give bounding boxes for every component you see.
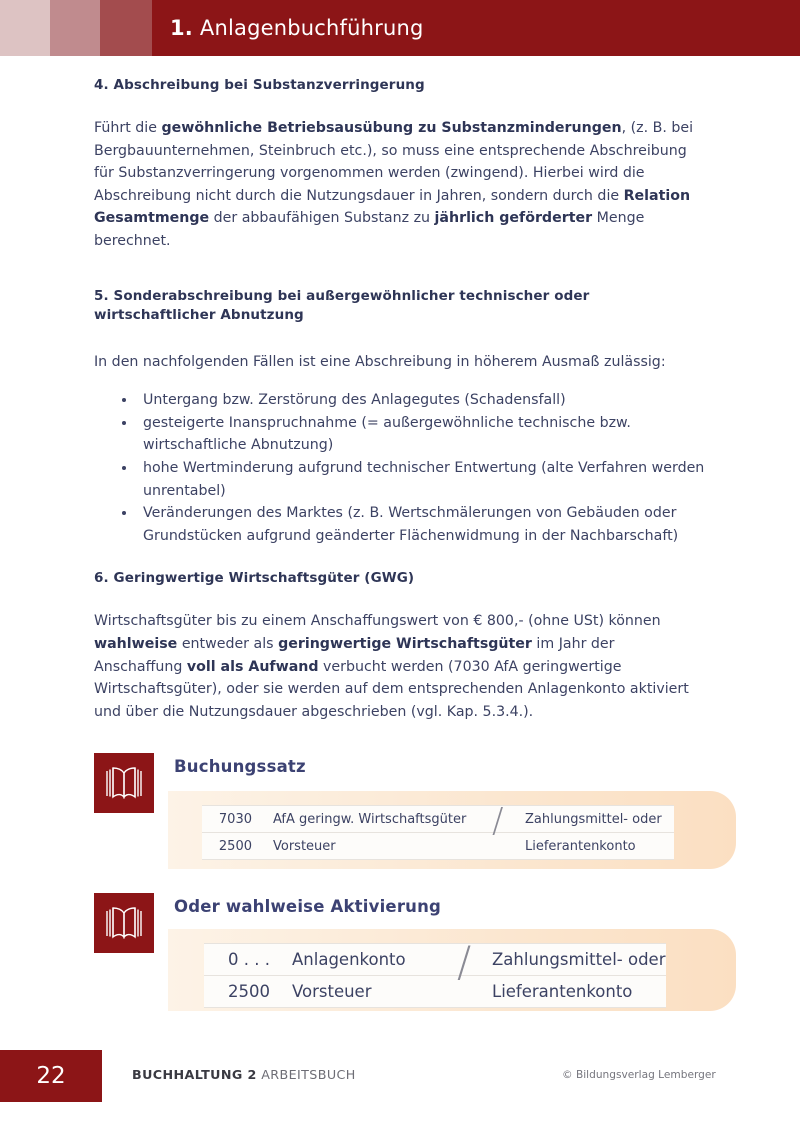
- header-title-band: [152, 0, 800, 56]
- booking-block-aktivierung: [94, 893, 706, 1023]
- bullet-icon: [122, 511, 126, 515]
- account-number: 2500: [218, 838, 252, 854]
- s4-text-a: Führt die: [94, 120, 162, 136]
- header-accent-bar-1: [0, 0, 50, 56]
- page-number-badge: 22: [0, 1050, 102, 1102]
- section-6-paragraph: [94, 610, 706, 723]
- list-item-label: Veränderungen des Marktes (z. B. Wertschmälerungen von Gebäuden oder Grundstücken aufgrund geänderter Flächenwidmung in der Nachbarschaft): [143, 505, 679, 544]
- table-row: [202, 833, 674, 860]
- credit-side: [454, 982, 666, 1001]
- s6-text-c: entweder als: [177, 635, 279, 652]
- footer-copyright: © Bildungsverlag Lemberger: [562, 1069, 716, 1081]
- table-row: [202, 805, 674, 833]
- list-item-label: hohe Wertminderung aufgrund technischer Entwertung (alte Verfahren werden unrentabel): [143, 459, 705, 499]
- list-item: [94, 412, 706, 457]
- page-header: [0, 0, 800, 56]
- account-name: AfA geringw. Wirtschaftsgüter: [273, 811, 467, 827]
- section-4-paragraph: [94, 117, 706, 253]
- account-name: Anlagenkonto: [292, 950, 406, 970]
- account-name: Lieferantenkonto: [525, 838, 636, 854]
- s4-text-b: gewöhnliche Betriebsausübung zu Substanzminderungen: [161, 120, 622, 136]
- debit-side: [202, 812, 492, 827]
- section-5-bullet-list: [94, 389, 706, 547]
- section-5-intro: In den nachfolgenden Fällen ist eine Abschreibung in höherem Ausmaß zulässig:: [94, 353, 666, 370]
- open-book-icon: [94, 893, 154, 953]
- booking-block-title: Oder wahlweise Aktivierung: [174, 897, 442, 917]
- bullet-icon: [122, 421, 126, 425]
- credit-side: [454, 950, 666, 969]
- booking-block-buchungssatz: [94, 753, 706, 881]
- list-item-label: Untergang bzw. Zerstörung des Anlagegutes (Schadensfall): [143, 392, 566, 409]
- list-item-label: gesteigerte Inanspruchnahme (= außergewöhnliche technische bzw. wirtschaftliche Abnutzung): [143, 414, 631, 454]
- s4-text-d: Relation Gesamtmenge: [94, 187, 691, 227]
- list-item: [94, 389, 706, 412]
- s4-text-e: der abbaufähigen Substanz zu: [209, 210, 435, 227]
- section-5-heading: 5. Sonderabschreibung bei außergewöhnlicher technischer oder wirtschaftlicher Abnutzung: [94, 287, 590, 323]
- footer-book-title-strong: BUCHHALTUNG 2: [132, 1067, 257, 1082]
- s6-text-g: verbucht werden (7030 AfA geringwertige Wirtschaftsgüter), oder sie werden auf dem entsprechenden Anlagenkonto aktiviert und über die Nutzungsdauer abgeschrieben (vgl. Kap. 5.3.4.).: [94, 658, 689, 720]
- account-name: Zahlungsmittel- oder: [525, 811, 662, 827]
- s6-text-f: voll als Aufwand: [186, 658, 319, 675]
- s6-text-e: im Jahr der Anschaffung: [94, 635, 615, 675]
- section-6-heading: 6. Geringwertige Wirtschaftsgüter (GWG): [94, 570, 415, 587]
- chapter-title: Anlagenbuchführung: [199, 16, 424, 40]
- booking-entry-table: [204, 943, 666, 1008]
- s6-text-a: Wirtschaftsgüter bis zu einem Anschaffungswert von € 800,- (ohne USt) können: [94, 613, 661, 630]
- list-item: [94, 457, 706, 502]
- account-number: 7030: [218, 811, 252, 827]
- s6-text-d: geringwertige Wirtschaftsgüter: [278, 635, 532, 652]
- credit-side: [492, 812, 674, 827]
- booking-block-title: Buchungssatz: [174, 757, 306, 777]
- header-accent-bar-3: [100, 0, 152, 56]
- section-4-heading: 4. Abschreibung bei Substanzverringerung: [94, 77, 425, 93]
- bullet-icon: [122, 398, 126, 402]
- footer-book-title-light: ARBEITSBUCH: [256, 1067, 356, 1082]
- account-name: Vorsteuer: [273, 838, 336, 854]
- header-accent-bar-2: [50, 0, 100, 56]
- bullet-icon: [122, 466, 126, 470]
- account-number: 0 . . .: [228, 950, 270, 970]
- table-row: [204, 943, 666, 976]
- s4-text-c: , (z. B. bei Bergbauunternehmen, Steinbruch etc.), so muss eine entsprechende Abschreibung für Substanzverringerung vorgenommen werden (zwingend). Hierbei wird die Abschreibung nicht durch die Nutzungsdauer in Jahren, sondern durch die: [94, 120, 694, 204]
- debit-side: [204, 982, 454, 1001]
- list-item: [94, 502, 706, 547]
- page-content: [94, 76, 706, 1023]
- table-row: [204, 976, 666, 1008]
- account-name: Vorsteuer: [292, 982, 372, 1002]
- booking-entry-table: [202, 805, 674, 860]
- credit-side: [492, 839, 674, 854]
- open-book-icon: [94, 753, 154, 813]
- account-name: Lieferantenkonto: [492, 982, 633, 1002]
- footer-book-title: [132, 1067, 356, 1082]
- page-footer: [0, 1050, 800, 1102]
- s4-text-f: jährlich geförderter: [434, 210, 593, 227]
- chapter-number: 1.: [170, 16, 193, 40]
- s4-text-g: Menge berechnet.: [94, 210, 645, 249]
- s6-text-b: wahlweise: [94, 635, 178, 652]
- account-name: Zahlungsmittel- oder: [492, 950, 666, 970]
- account-number: 2500: [228, 982, 270, 1002]
- debit-side: [204, 950, 454, 969]
- debit-credit-separator: /: [457, 937, 472, 987]
- debit-side: [202, 839, 492, 854]
- chapter-heading: [170, 16, 424, 40]
- debit-credit-separator: /: [492, 801, 504, 842]
